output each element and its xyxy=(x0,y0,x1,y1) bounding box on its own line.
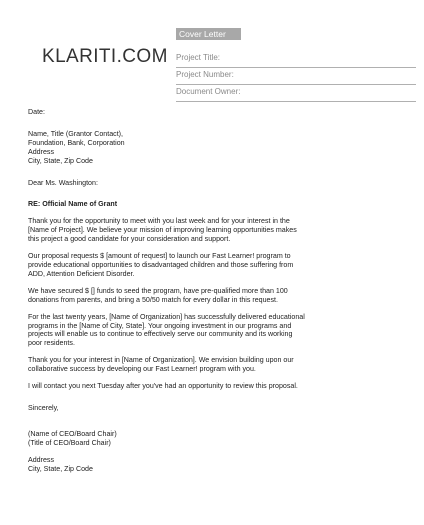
paragraph-line: We have secured $ [] funds to seed the program, have pre-qualified more than 100 xyxy=(28,286,288,295)
paragraph-line: poor residents. xyxy=(28,339,75,348)
salutation: Dear Ms. Washington: xyxy=(28,178,98,187)
paragraph-3 xyxy=(28,287,348,305)
paragraph-line: provide educational opportunities to disadvantaged children and those suffering from xyxy=(28,260,294,269)
paragraph-5 xyxy=(28,356,348,374)
paragraph-line: projects will enable us to continue to effectively serve our community and its working xyxy=(28,330,293,339)
paragraph-line: For the last twenty years, [Name of Organization] has successfully delivered educational xyxy=(28,312,305,321)
sender-address-line: Address xyxy=(28,455,55,464)
paragraph-line: [Name of Project]. We believe your mission of improving learning opportunities makes xyxy=(28,226,297,235)
paragraph-line: programs in the [Name of City, State]. Your ongoing investment in our programs and xyxy=(28,321,292,330)
closing: Sincerely, xyxy=(28,403,59,412)
sender-address xyxy=(28,456,348,474)
paragraph-line: Our proposal requests $ [amount of request] to launch our Fast Learner! program to xyxy=(28,252,291,261)
header-fields xyxy=(176,52,416,103)
paragraph-6: I will contact you next Tuesday after you've had an opportunity to review this proposal. xyxy=(28,382,298,391)
sender-address-line: City, State, Zip Code xyxy=(28,464,93,473)
signature-line: (Title of CEO/Board Chair) xyxy=(28,438,111,447)
recipient-line: Name, Title (Grantor Contact), xyxy=(28,129,124,138)
paragraph-line: ADD, Attention Deficient Disorder. xyxy=(28,269,135,278)
recipient-line: City, State, Zip Code xyxy=(28,156,93,165)
paragraph-4 xyxy=(28,313,348,349)
paragraph-line: Thank you for your interest in [Name of Organization]. We envision building upon our xyxy=(28,356,294,365)
signature-block xyxy=(28,430,348,448)
recipient-block xyxy=(28,130,348,166)
letter-body xyxy=(28,108,348,473)
paragraph-2 xyxy=(28,252,348,279)
document-title: Cover Letter xyxy=(176,28,241,40)
paragraph-line: Thank you for the opportunity to meet with you last week and for your interest in the xyxy=(28,217,290,226)
site-logo: KLARITI.COM xyxy=(42,46,168,67)
subject-line: RE: Official Name of Grant xyxy=(28,200,118,209)
recipient-line: Address xyxy=(28,147,55,156)
signature-line: (Name of CEO/Board Chair) xyxy=(28,429,117,438)
recipient-line: Foundation, Bank, Corporation xyxy=(28,138,125,147)
paragraph-line: collaborative success by developing our Fast Learner! program with you. xyxy=(28,365,256,374)
date-label: Date: xyxy=(28,108,45,116)
document-owner-field: Document Owner: xyxy=(176,86,416,102)
paragraph-line: this project a good candidate for your consideration and support. xyxy=(28,235,231,244)
paragraph-line: donations from parents, and bring a 50/50 match for every dollar in this request. xyxy=(28,295,278,304)
paragraph-1 xyxy=(28,217,348,244)
project-title-field: Project Title: xyxy=(176,52,416,68)
project-number-field: Project Number: xyxy=(176,69,416,85)
